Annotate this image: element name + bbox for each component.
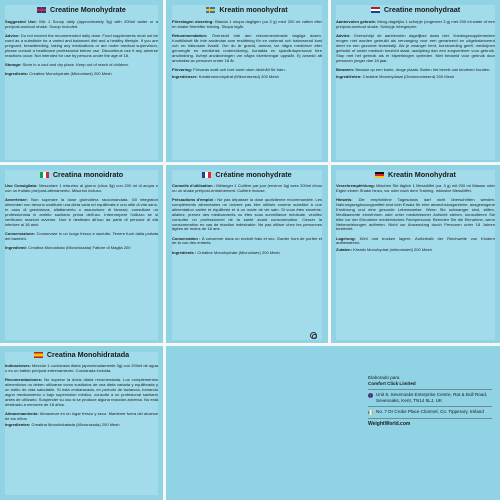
storage-value: Almacenar en un lugar fresco y seco. Mantener fuera del alcance de los niños. bbox=[5, 410, 158, 421]
uk-address: Unit 8, Sevenoaks Enterprise Centre, Rat & Bull Road, Sevenoaks, Kent, TN14 5LJ, UK bbox=[376, 391, 488, 403]
ingredients-label: Ingredienti: bbox=[5, 244, 28, 250]
advice-label: Recomendaciones: bbox=[5, 377, 43, 382]
panel-title: Kreatin Monohydrat bbox=[388, 170, 456, 179]
advice-value: Overschrijd de aanbevolen dagelijkse dosis niet. Voedingssupplementen mogen niet worden gebruikt als vervanging voor een gevarieerd en uitgebalanceerd dieet en een gezonde levensstijl. Als je zwanger bent, borstvoeding geeft, medicijnen gebruikt of onder medisch toezicht staat, raadpleeg dan een zorgverlener voor gebruik. Stop met het gebruik als er bijwerkingen optreden. Niet bedoeld voor gebruik door personen jonger dan 18 jaar. bbox=[336, 33, 495, 63]
storage-text bbox=[5, 412, 158, 422]
separator-vertical-right bbox=[328, 0, 331, 343]
advice-text bbox=[5, 198, 158, 227]
advice-text bbox=[336, 34, 495, 63]
panel-german bbox=[336, 170, 495, 340]
ingredients-text bbox=[5, 423, 158, 428]
storage-label: Lagerung: bbox=[336, 235, 356, 241]
company-name: Comfort Click Limited bbox=[368, 380, 416, 386]
panel-french bbox=[172, 170, 322, 340]
storage-text bbox=[172, 237, 322, 247]
suggested-use-text bbox=[336, 20, 495, 30]
suggested-use-label: Uso Consigliato: bbox=[5, 183, 38, 188]
divider bbox=[368, 389, 492, 390]
manufacturer-info bbox=[368, 375, 492, 427]
ingredients-text bbox=[336, 75, 495, 80]
ingredients-label: Ingredienser: bbox=[172, 73, 198, 79]
storage-text bbox=[5, 232, 158, 242]
panel-body bbox=[336, 184, 495, 257]
suggested-use-value: Mix 1 Scoop daily (approximately 3g) with 200ml water or a pre/post-workout shake. Scoop Included. bbox=[5, 19, 158, 29]
panel-title: Creatina monoidrato bbox=[52, 170, 124, 179]
advice-value: Överskrid inte den rekommenderade dagliga dosen. Kosttillskott får inte användas som ersättning för en varierad och balanserad kost och en hälsosam livsstil. Om du är gravid, ammar, tar några mediciner eller genomgår en medicinsk undersökning, kontakta en sjukvårdspersonal före användning. Avbryt användningen om några biverkningar uppstår. Ej avsedd att användas av personer under 18 år. bbox=[172, 33, 322, 63]
uk-flag-icon bbox=[37, 7, 46, 13]
storage-label: Storage: bbox=[5, 61, 22, 67]
suggested-use-label: Indicaciones: bbox=[5, 363, 31, 368]
suggested-use-value: Mélanger 1 Cuillère par jour (environ 3g) avec 200ml d'eau ou un shake pré/post-entraînement. Cuillère incluse. bbox=[172, 183, 323, 193]
storage-text bbox=[336, 68, 495, 73]
suggested-use-label: Suggested Use: bbox=[5, 19, 37, 24]
advice-label: Avvertenze: bbox=[5, 197, 28, 202]
france-flag-icon bbox=[202, 172, 211, 178]
panel-title: Créatine monohydrate bbox=[215, 170, 292, 179]
panel-english bbox=[5, 5, 158, 160]
advice-label: Rekommendation: bbox=[172, 33, 208, 38]
suggested-use-text bbox=[172, 184, 322, 194]
advice-text bbox=[172, 198, 322, 232]
italy-flag-icon bbox=[40, 172, 49, 178]
ingredients-text bbox=[172, 251, 322, 256]
storage-value: Store in a cool and dry place. Keep out of reach of children. bbox=[22, 61, 129, 67]
advice-value: Ne pas dépasser la dose quotidienne recommandée. Les compléments alimentaires ne doivent pas être utilisés comme substitut à une alimentation variée et équilibrée et à un mode de vie sain. Si vous êtes enceinte, allaitez, prenez des médicaments ou êtes sous surveillance médicale, veuillez consulter un professionnel de la santé avant consommation. Cesser la consommation en cas de réaction indésirable. Ne pas utiliser chez les personnes âgées de moins de 18 ans. bbox=[172, 197, 322, 232]
panel-body bbox=[172, 20, 322, 84]
panel-spanish bbox=[5, 352, 158, 495]
suggested-use-text bbox=[5, 184, 158, 194]
panel-body bbox=[5, 364, 158, 433]
suggested-use-label: Föreslagen dosering: bbox=[172, 19, 214, 24]
spain-flag-icon bbox=[34, 352, 43, 358]
uk-flag-icon bbox=[368, 393, 373, 398]
panel-title: Kreatin monohydrat bbox=[219, 5, 288, 14]
suggested-use-label: Verzehrempfehlung: bbox=[336, 183, 375, 188]
ingredients-text bbox=[336, 248, 495, 253]
uk-address-row bbox=[368, 392, 492, 403]
storage-text bbox=[5, 63, 158, 68]
storage-text bbox=[336, 237, 495, 247]
ingredients-value: Creatine Monohydraat (Gemicroniseerd) 200 Mesh bbox=[362, 73, 455, 79]
storage-label: Conservation : bbox=[172, 235, 201, 241]
storage-label: Bewaren: bbox=[336, 66, 355, 72]
ingredients-value: Creatina Monoidrato (Micronizzata) Fattore di Maglia 200 bbox=[28, 244, 131, 250]
suggested-use-value: Blanda 1 skopa dagligen (ca 3 g) med 200 ml vatten eller en shake före/efter träning. Skopa ingår. bbox=[172, 19, 323, 29]
suggested-use-value: Meng dagelijks 1 schepje (ongeveer 3 g) met 200 ml water of een pre/post-workout shake. Schepje inbegrepen. bbox=[336, 19, 495, 29]
ingredients-value: Créatine Monohydrate (Micronisée) 200 Mesh bbox=[197, 249, 280, 255]
advice-label: Advice: bbox=[5, 33, 20, 38]
recycle-icon bbox=[310, 332, 317, 339]
suggested-use-value: Mezclar 1 cucharada diaria (aproximadamente 3g) con 200ml de agua o en un batido pre/post entrenamiento. Cucharada incluida. bbox=[5, 363, 159, 373]
panel-header bbox=[336, 170, 495, 180]
advice-value: Do not exceed the recommended daily dose. Food supplements must not be used as a substitute for a varied and balanced diet and a healthy lifestyle. If you are pregnant, breastfeeding, taking any medications or are under medical supervision, please consult a healthcare professional before use. Discontinue use if any adverse reactions occur. Not intended for use by persons under the age of 18. bbox=[5, 33, 159, 58]
advice-label: Hinweis: bbox=[336, 197, 353, 202]
advice-value: Non superare la dose giornaliera raccomandata. Gli integratori alimentari non devono sostituire una dieta varia ed equilibrata e uno stile di vita sano. In caso di gravidanza, allattamento o assunzione di farmaci, consultare un professionista in ambito sanitario prima dell'uso. Interrompere l'utilizzo se si verificano reazioni avverse. Non è destinato all'uso da parte di persone di età inferiore ai 18 anni. bbox=[5, 197, 159, 227]
ingredients-text bbox=[5, 72, 158, 77]
ingredients-value: Kreatin Monohydrat (mikronisiert) 200 Mesh bbox=[353, 247, 432, 253]
advice-label: Précautions d'emploi : bbox=[172, 197, 216, 202]
panel-body bbox=[5, 20, 158, 81]
panel-body bbox=[5, 184, 158, 255]
panel-title: Creatine monohydraat bbox=[383, 5, 461, 14]
panel-italian bbox=[5, 170, 158, 340]
panel-swedish bbox=[172, 5, 322, 160]
suggested-use-value: Mischen Sie täglich 1 Messlöffel (ca. 3 g) mit 200 ml Wasser oder Eigen einem Shake hinzu, vor oder nach dem Training. Inklusive Messlöffel. bbox=[336, 183, 495, 193]
storage-value: À conserver dans un endroit frais et sec. Garder hors de portée et de la vue des enfants. bbox=[172, 235, 323, 246]
ingredients-label: Ingredientes: bbox=[5, 422, 31, 428]
divider bbox=[368, 418, 492, 419]
ingredients-value: Creatine Monohydrate (Micronised) 200 Mesh bbox=[29, 70, 112, 76]
panel-header bbox=[5, 170, 158, 180]
advice-label: Advies: bbox=[336, 33, 351, 38]
ingredients-label: Zutaten: bbox=[336, 247, 352, 253]
panel-dutch bbox=[336, 5, 495, 160]
advice-value: No superar la dosis diaria recomendada. Los complementos alimenticios no deben utilizarse como sustitutos de una dieta variada y equilibrada y un estilo de vida saludable. Si está embarazada, en período de lactancia, tomando algún medicamento o bajo supervisión médico, consulte a un profesional sanitario antes de utilizarlo. Suspender su uso si se produce alguna reacción adversa. No está destinado a menores de 18 años. bbox=[5, 377, 159, 407]
suggested-use-text bbox=[336, 184, 495, 194]
suggested-use-text bbox=[172, 20, 322, 30]
storage-value: Bewaar op een koele, droge plaats. Buiten het bereik van kinderen houden. bbox=[355, 66, 491, 72]
panel-header bbox=[5, 5, 158, 15]
separator-horizontal-middle bbox=[0, 343, 500, 346]
suggested-use-value: Mescolare 1 misurino al giorno (circa 3g) con 200 ml di acqua o con un frullato pre/post-allenamento. Misurino incluso. bbox=[5, 183, 158, 193]
ie-address: No. 7 Dr Croke Place Clonmel, Co. Tipperary, Ireland bbox=[376, 408, 484, 414]
advice-text bbox=[5, 378, 158, 407]
divider bbox=[368, 406, 492, 407]
storage-value: Kühl und trocken lagern. Außerhalb der Reichweite von Kindern aufbewahren. bbox=[336, 235, 495, 246]
ingredients-text bbox=[172, 75, 322, 80]
suggested-use-label: Aanbevolen gebruik: bbox=[336, 19, 377, 24]
ingredients-label: Ingrédients : bbox=[172, 249, 197, 255]
storage-label: Förvaring: bbox=[172, 66, 193, 72]
ingredients-label: Ingredients: bbox=[5, 70, 29, 76]
ingredients-value: Creatina Monohidratada (Micronizada) 200 Mesh bbox=[31, 422, 120, 428]
separator-horizontal-top bbox=[0, 162, 500, 165]
panel-body bbox=[172, 184, 322, 260]
netherlands-flag-icon bbox=[371, 7, 380, 13]
panel-header bbox=[5, 350, 158, 360]
panel-title: Creatina Monohidratada bbox=[46, 350, 130, 359]
ie-address-row bbox=[368, 409, 492, 415]
ingredients-text bbox=[5, 246, 158, 251]
panel-title: Creatine Monohydrate bbox=[50, 5, 126, 14]
advice-text bbox=[336, 198, 495, 232]
storage-label: Conservazione: bbox=[5, 230, 36, 236]
advice-value: Die empfohlene Tagesdosis darf nicht überschritten werden. Nahrungsergänzungsmittel sind kein Ersatz für eine abwechslungsreiche, ausgewogene Ernährung und eine gesunde Lebensweise. Wenn Sie schwanger sind, stillen, Medikamente einnehmen oder unter medizinischer Aufsicht stehen, konsultieren Sie bitte vor der Einnahme medizinisches Fachpersonal. Beenden Sie die Einnahme, wenn Nebenwirkungen auftreten. Nicht zur Anwendung durch Personen unter 18 Jahren bestimmt. bbox=[336, 197, 495, 232]
made-for-label: Elaborado para bbox=[368, 375, 400, 380]
ireland-flag-icon bbox=[368, 410, 373, 415]
panel-body bbox=[336, 20, 495, 84]
advice-text bbox=[5, 34, 158, 59]
panel-header bbox=[172, 170, 322, 180]
suggested-use-label: Conseils d'utilisation : bbox=[172, 183, 216, 188]
suggested-use-text bbox=[5, 364, 158, 374]
separator-vertical-left bbox=[163, 0, 166, 500]
advice-text bbox=[172, 34, 322, 63]
storage-value: Conservare in un luogo fresco e asciutto. Tenere fuori dalla portata dei bambini. bbox=[5, 230, 158, 241]
storage-value: Förvaras svalt och torrt samt utom räckhåll för barn. bbox=[193, 66, 286, 72]
panel-header bbox=[336, 5, 495, 15]
suggested-use-text bbox=[5, 20, 158, 30]
ingredients-value: Kreatinmonohydrat (Mikroniserad) 200 Mesh bbox=[198, 73, 279, 79]
sweden-flag-icon bbox=[206, 7, 215, 13]
storage-label: Almacenamiento: bbox=[5, 410, 39, 416]
panel-header bbox=[172, 5, 322, 15]
ingredients-label: Ingrediënten: bbox=[336, 73, 362, 79]
website-link[interactable]: WeightWorld.com bbox=[368, 420, 411, 427]
storage-text bbox=[172, 68, 322, 73]
germany-flag-icon bbox=[375, 172, 384, 178]
